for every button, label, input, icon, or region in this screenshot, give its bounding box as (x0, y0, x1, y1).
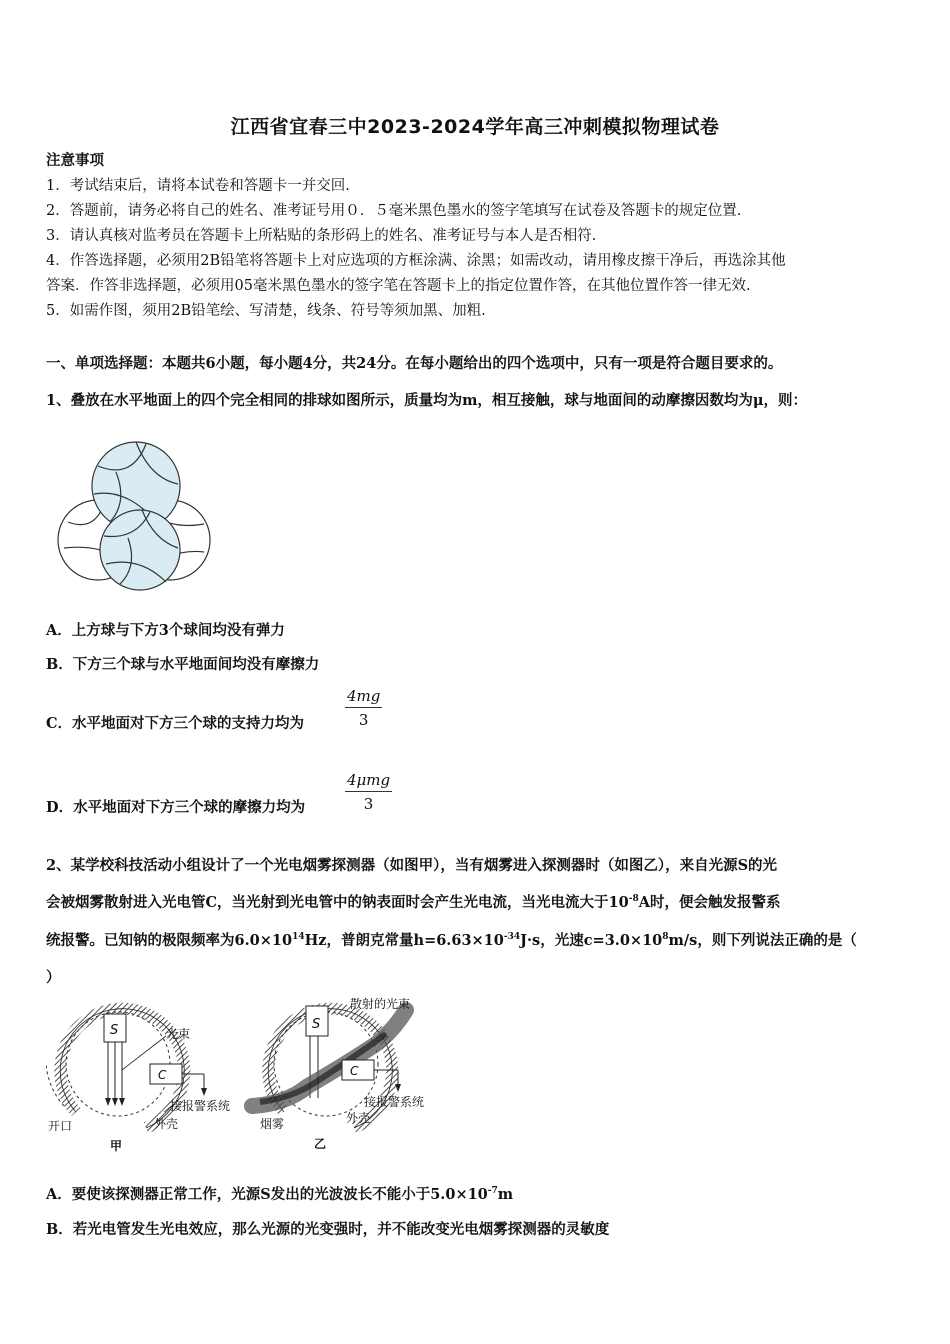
figure-yi (252, 1006, 406, 1128)
label-s: S (312, 1017, 321, 1032)
section-heading: 一、单项选择题：本题共6小题，每小题4分，共24分。在每小题给出的四个选项中，只有一项是符合题目要求的。 (46, 355, 783, 372)
label-alarm: 接报警系统 (364, 1095, 425, 1109)
question-2-line-1: 2、某学校科技活动小组设计了一个光电烟雾探测器（如图甲），当有烟雾进入探测器时（如图乙），来自光源S的光 (46, 857, 778, 874)
q1-option-b: B．下方三个球与水平地面间均没有摩擦力 (46, 656, 320, 673)
text-span: A．要使该探测器正常工作，光源S发出的光波波长不能小于5.0×10 (46, 1186, 488, 1203)
notice-item: 1．考试结束后，请将本试卷和答题卡一并交回. (46, 178, 350, 194)
label-jia: 甲 (110, 1139, 123, 1153)
exponent: 14 (292, 932, 305, 943)
notice-item: 3．请认真核对监考员在答题卡上所粘贴的条形码上的姓名、准考证号与本人是否相符. (46, 228, 597, 244)
q2-option-b: B．若光电管发生光电效应，那么光源的光变强时，并不能改变光电烟雾探测器的灵敏度 (46, 1221, 610, 1238)
question-1-stem: 1、叠放在水平地面上的四个完全相同的排球如图所示，质量均为m，相互接触，球与地面间的动摩擦因数均为μ，则： (46, 392, 808, 409)
text-span: J·s，光速c=3.0×10 (520, 932, 663, 949)
label-s: S (110, 1023, 119, 1038)
q1-option-c: C．水平地面对下方三个球的支持力均为 (46, 715, 305, 732)
q1-option-d: D．水平地面对下方三个球的摩擦力均为 (46, 799, 306, 816)
label-alarm: 接报警系统 (170, 1099, 231, 1113)
notice-item: 2．答题前，请务必将自己的姓名、准考证号用０．５毫米黑色墨水的签字笔填写在试卷及答题卡的规定位置. (46, 203, 742, 219)
label-shell: 外壳 (154, 1117, 179, 1131)
label-opening: 开口 (48, 1119, 73, 1133)
notice-item: 4．作答选择题，必须用2B铅笔将答题卡上对应选项的方框涂满、涂黑；如需改动，请用橡皮擦干净后，再选涂其他 (46, 253, 786, 269)
exponent: -34 (503, 932, 521, 943)
text-span: m/s，则下列说法正确的是（ (668, 932, 857, 949)
fraction-denominator: 3 (358, 711, 369, 729)
label-yi: 乙 (314, 1137, 327, 1151)
notice-heading: 注意事项 (46, 152, 104, 169)
text-span: 会被烟雾散射进入光电管C，当光射到光电管中的钠表面时会产生光电流，当光电流大于10 (46, 894, 629, 911)
question-2-line-2 (46, 891, 780, 912)
label-c: C (158, 1068, 167, 1082)
text-span: A时，便会触发报警系 (638, 894, 781, 911)
text-span: 统报警。已知钠的极限频率为6.0×10 (46, 932, 293, 949)
label-smoke: 烟雾 (260, 1117, 285, 1131)
fraction-denominator: 3 (363, 795, 374, 813)
q1-option-c-fraction (345, 687, 382, 729)
notice-item: 答案．作答非选择题，必须用05毫米黑色墨水的签字笔在答题卡上的指定位置作答，在其他位置作答一律无效. (46, 278, 751, 294)
fraction-numerator: 4mg (345, 687, 382, 708)
q1-option-a: A．上方球与下方3个球间均没有弹力 (46, 622, 285, 639)
smoke-detector-figure (46, 994, 446, 1156)
fraction-numerator: 4μmg (345, 771, 392, 792)
text-span: Hz，普朗克常量h=6.63×10 (304, 932, 504, 949)
exponent: 8 (662, 932, 669, 943)
volleyball-stack-figure (54, 432, 214, 594)
label-scattered-beam: 散射的光束 (350, 997, 411, 1011)
question-2-line-3 (46, 929, 857, 950)
page-title: 江西省宜春三中2023-2024学年高三冲刺模拟物理试卷 (230, 116, 720, 138)
label-light-beam: 光束 (166, 1027, 191, 1041)
q2-option-a (46, 1183, 513, 1204)
q1-option-d-fraction (345, 771, 392, 813)
label-shell: 外壳 (346, 1111, 371, 1125)
exponent: -7 (487, 1186, 498, 1197)
label-c: C (350, 1064, 359, 1078)
notice-item: 5．如需作图，须用2B铅笔绘、写清楚，线条、符号等须加黑、加粗. (46, 303, 486, 319)
question-2-line-4: ） (46, 969, 61, 986)
text-span: m (497, 1186, 514, 1203)
exponent: -8 (628, 894, 639, 905)
